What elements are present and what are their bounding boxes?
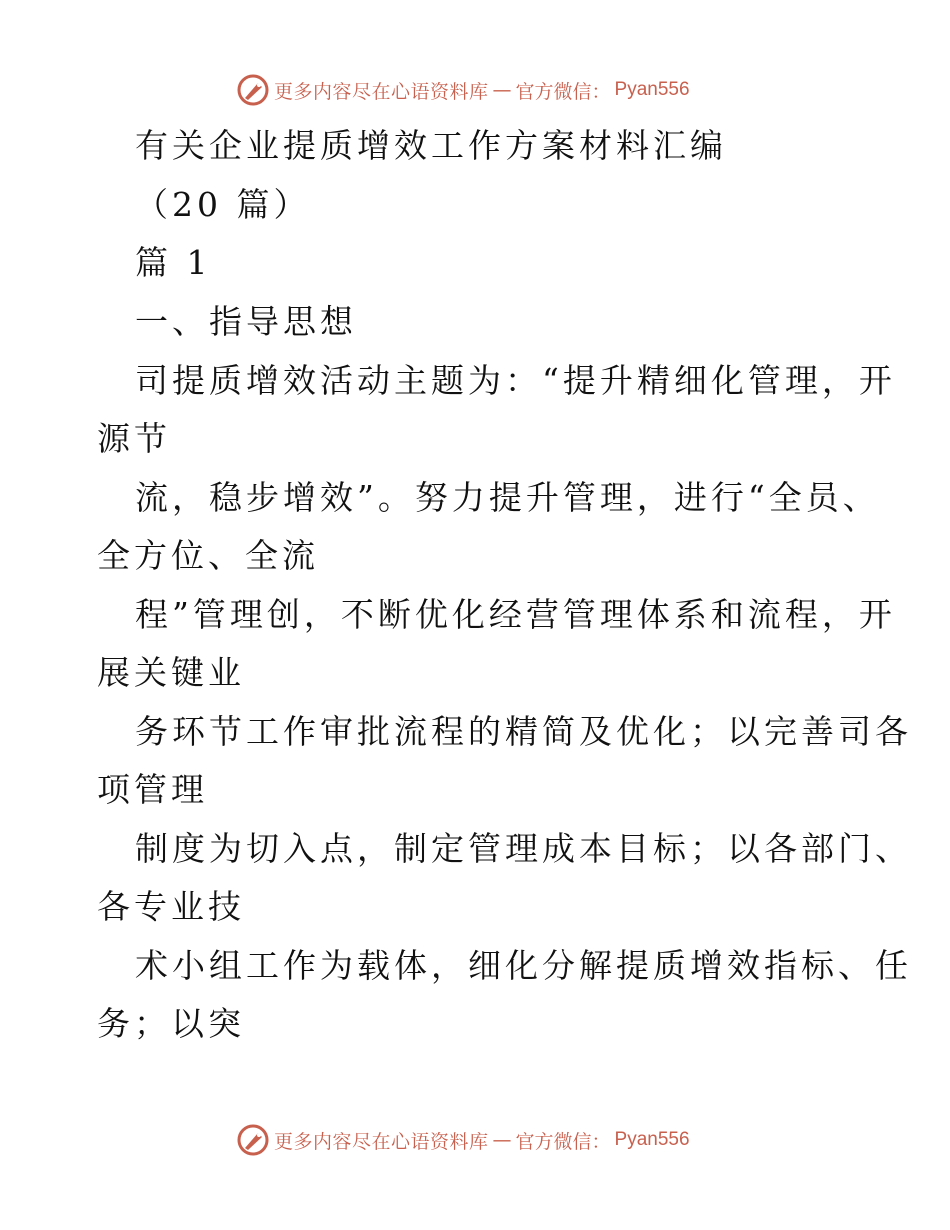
paragraph-line: 务；以突 (97, 1004, 245, 1043)
watermark-wechat-label: 官方微信： (515, 80, 611, 103)
section-label: 篇 1 (135, 243, 212, 282)
paragraph-line: 程”管理创，不断优化经营管理体系和流程，开 (135, 595, 896, 634)
watermark-site-text: 更多内容尽在心语资料库 (274, 80, 489, 103)
pen-nib-logo-icon (236, 73, 270, 107)
paragraph-line: 流，稳步增效”。努力提升管理，进行“全员、 (135, 478, 880, 517)
document-subtitle: （20 篇） (135, 185, 311, 224)
section-heading: 一、指导思想 (135, 302, 357, 341)
paragraph-line: 制度为切入点，制定管理成本目标；以各部门、 (135, 829, 912, 868)
paragraph-line: 务环节工作审批流程的精简及优化；以完善司各 (135, 712, 912, 751)
paragraph-line: 各专业技 (97, 887, 245, 926)
document-title: 有关企业提质增效工作方案材料汇编 (135, 126, 727, 165)
pen-nib-logo-icon (236, 1123, 270, 1157)
watermark-wechat-label: 官方微信： (515, 1130, 611, 1153)
footer-watermark (236, 1122, 690, 1158)
watermark-site-text: 更多内容尽在心语资料库 (274, 1130, 489, 1153)
paragraph-line: 司提质增效活动主题为：“提升精细化管理，开 (135, 361, 896, 400)
watermark-wechat-id: Pyan556 (614, 1129, 690, 1150)
paragraph-line: 项管理 (97, 770, 208, 809)
watermark-dash: — (492, 1129, 512, 1151)
watermark-wechat-id: Pyan556 (614, 79, 690, 100)
paragraph-line: 全方位、全流 (97, 536, 319, 575)
header-watermark (236, 72, 690, 108)
paragraph-line: 术小组工作为载体，细化分解提质增效指标、任 (135, 946, 912, 985)
paragraph-line: 源节 (97, 419, 171, 458)
watermark-dash: — (492, 79, 512, 101)
paragraph-line: 展关键业 (97, 653, 245, 692)
